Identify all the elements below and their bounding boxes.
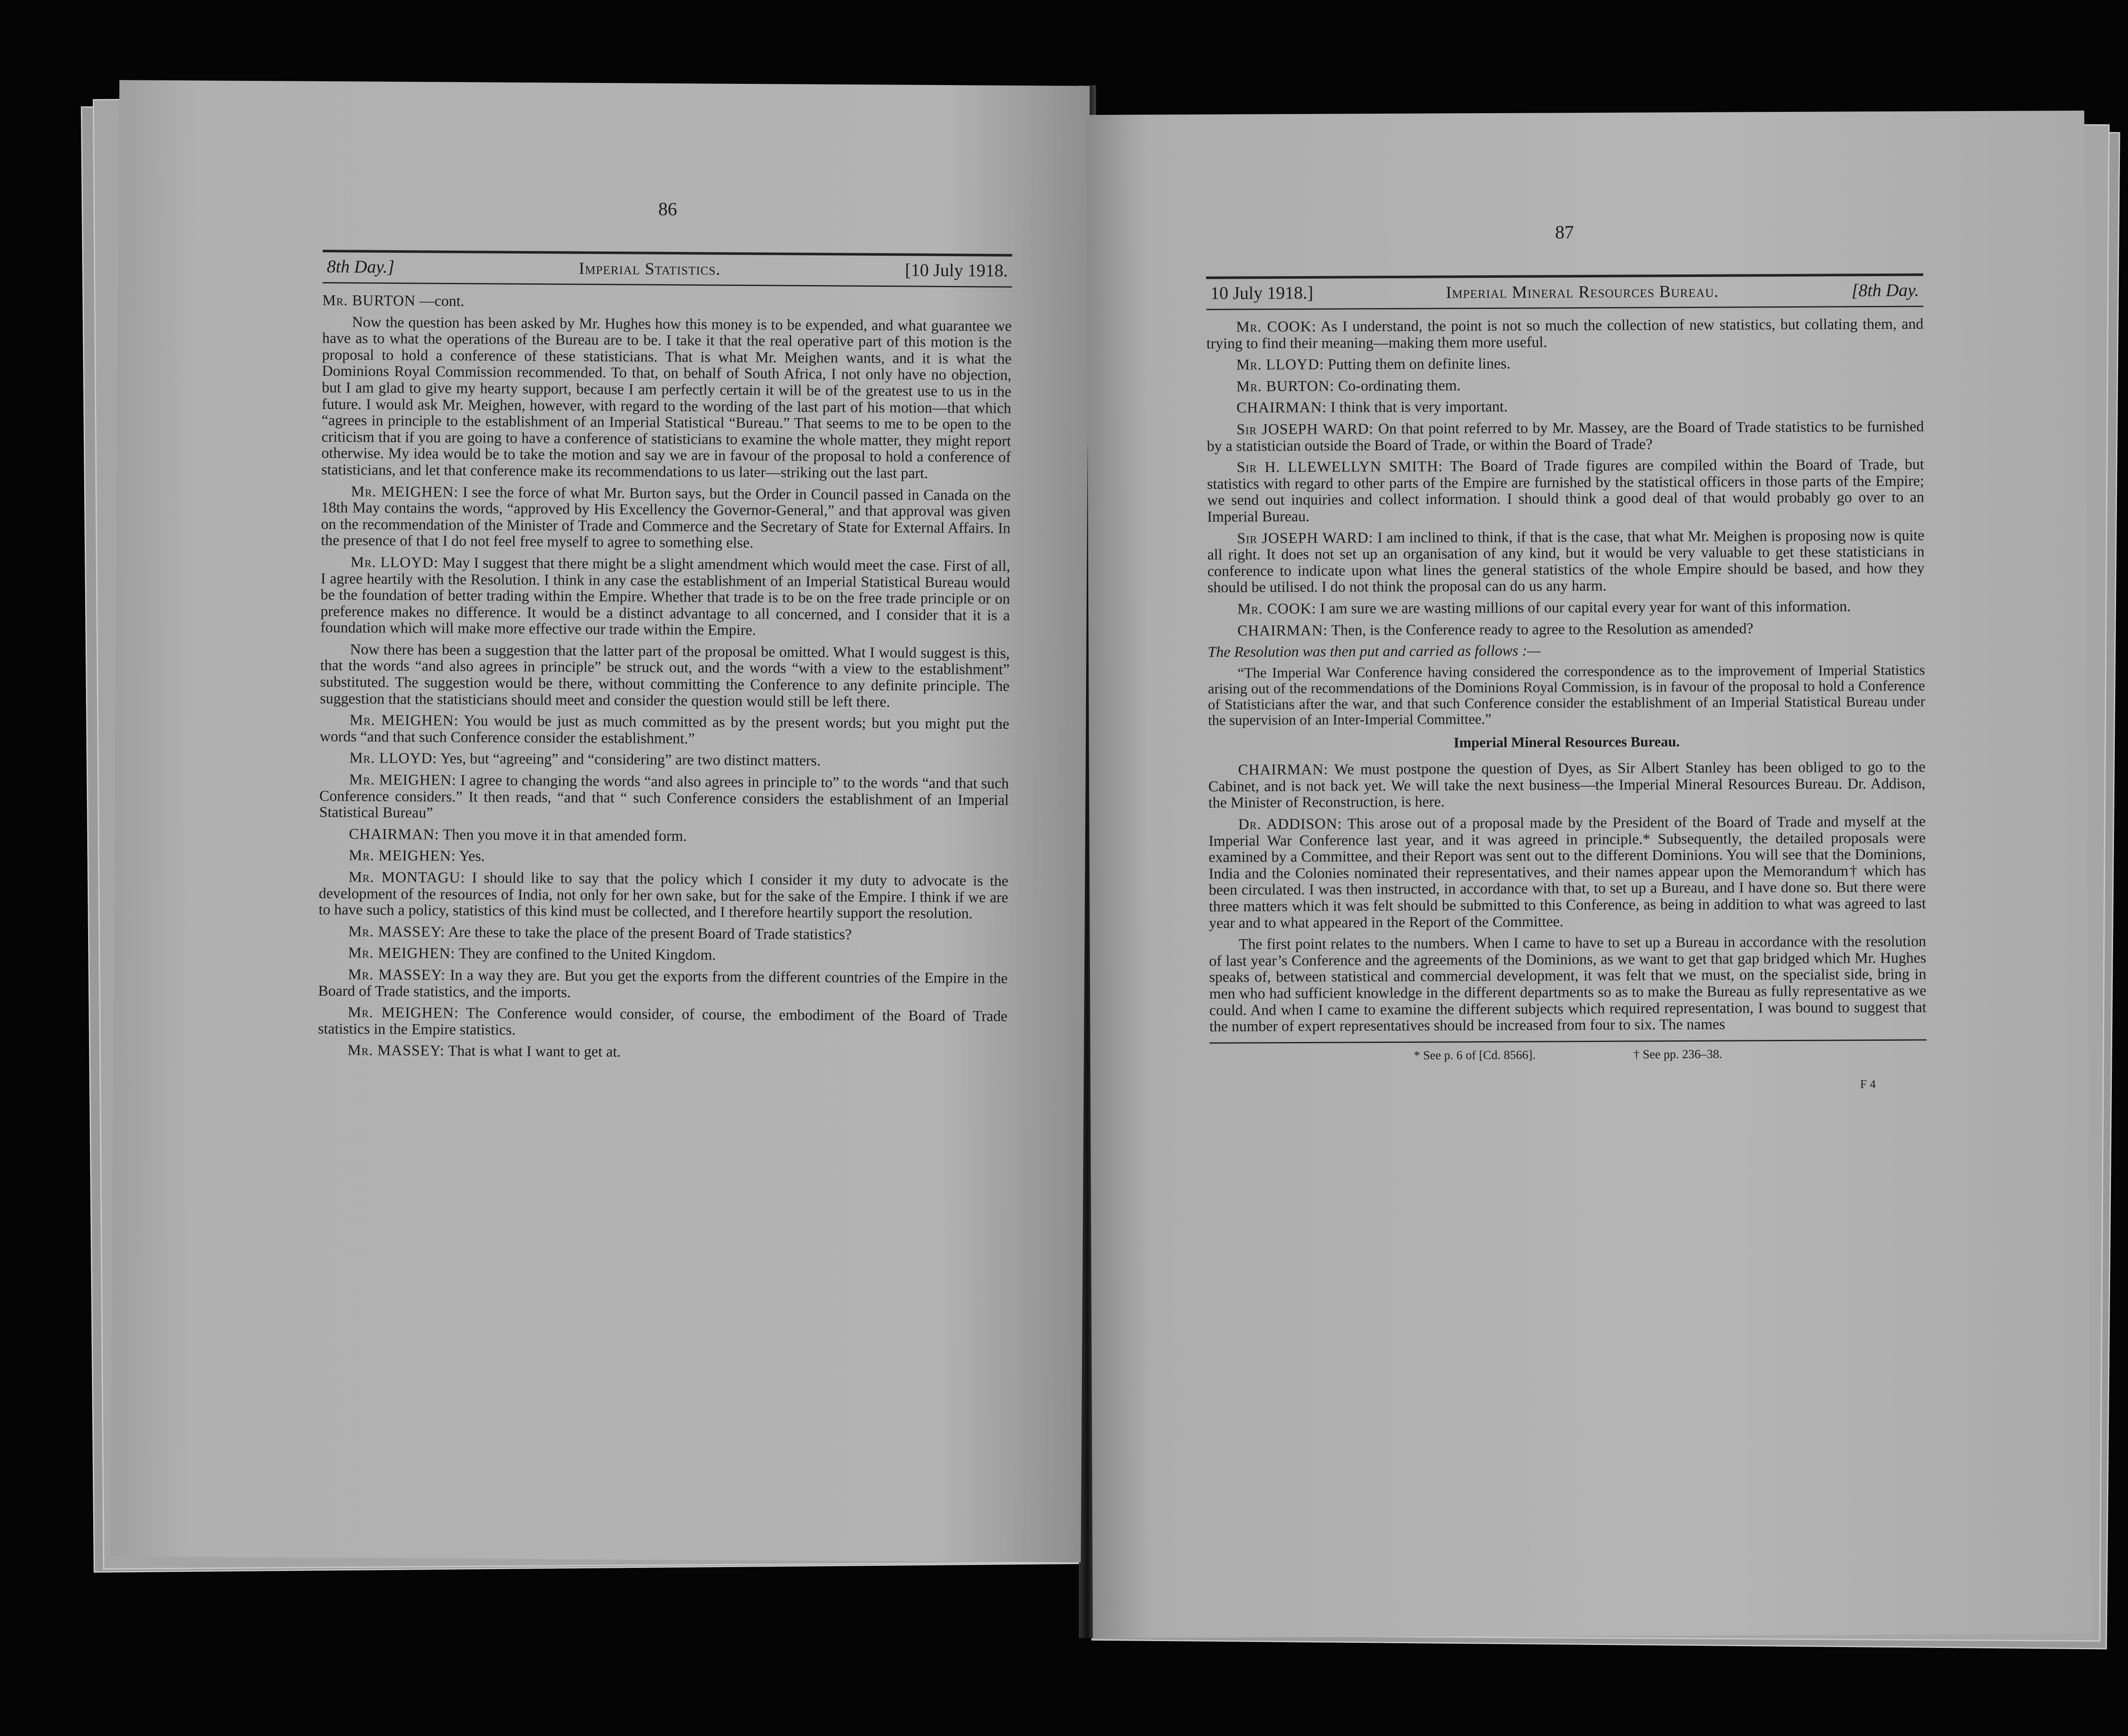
speaker-name: Mr. LLOYD: — [1236, 355, 1324, 373]
section-heading: Imperial Mineral Resources Bureau. — [1453, 734, 1680, 751]
speaker-name: Mr. COOK: — [1237, 600, 1316, 617]
speech-paragraph — [321, 483, 1011, 553]
speech-text: They are confined to the United Kingdom. — [458, 945, 716, 964]
speaker-name: Mr. MONTAGU: — [349, 868, 465, 886]
speech-text: On that point referred to by Mr. Massey, are the Board of Trade statistics to be furnished by a statistician outside the Board of Trade, or within the Board of Trade? — [1207, 417, 1924, 454]
speaker-name: CHAIRMAN: — [349, 825, 440, 843]
speech-text: I am sure we are wasting millions of our capital every year for want of this information. — [1320, 597, 1851, 617]
left-page-content — [318, 196, 1013, 1068]
speaker-name: Mr. BURTON — [322, 291, 416, 309]
speech-text: In a way they are. But you get the exports from the different countries of the Empire in the Board of Trade statistics, and the imports. — [318, 966, 1008, 1001]
running-head-title: Imperial Statistics. — [578, 258, 721, 279]
speech-text: I should like to say that the policy which I consider it my duty to advocate is the development of the resources of India, not only for her own sake, but for the sake of the Empire. I think if we are to have such a policy, statistics of this kind must be collected, and I therefore heartily support the resolution. — [318, 869, 1009, 922]
speech-text: Yes, but “agreeing” and “considering” are two distinct matters. — [440, 750, 821, 769]
speech-paragraph — [318, 1042, 1007, 1062]
speaker-name: Mr. MEIGHEN: — [349, 846, 456, 865]
speech-text: Putting them on definite lines. — [1327, 354, 1510, 373]
speaker-name: CHAIRMAN: — [1236, 399, 1327, 416]
speech-text: I agree to changing the words “and also agrees in principle to” to the words “and that such Conference considers.” It then reads, “and that “ such Conference considers the establishment of an Imperial Statistical Bureau” — [319, 771, 1009, 821]
speaker-name: Mr. LLOYD: — [349, 749, 438, 767]
resolution-text: “The Imperial War Conference having considered the correspondence as to the improvement of Imperial Statistics arising out of the recommendations of the Dominions Royal Commission, is in favour of the proposal to hold a Conference of Statisticians after the war, and that such Conference consider the establishment of an Imperial Statistical Bureau under the supervision of an Inter-Imperial Committee.” — [1208, 662, 1925, 728]
running-head-day: 8th Day.] — [326, 257, 395, 277]
speech-paragraph — [320, 749, 1009, 770]
speaker-name: Mr. BURTON: — [1236, 377, 1335, 395]
speech-paragraph — [322, 292, 1012, 312]
speech-text: —cont. — [419, 292, 465, 310]
footnote-divider — [1210, 1039, 1927, 1043]
speaker-name: CHAIRMAN: — [1237, 621, 1328, 639]
speech-text: The Board of Trade figures are compiled within the Board of Trade, but statistics with regard to other parts of the Empire are furnished by the statistical officers in those parts of the Empire; we send out inquiries and collect information. I should think a good deal of that would probably go over to an Imperial Bureau. — [1207, 455, 1925, 525]
speech-paragraph — [320, 711, 1009, 748]
resolution-intro: The Resolution was then put and carried as follows :— — [1207, 642, 1541, 660]
speech-paragraph — [320, 641, 1010, 711]
speech-text: I see the force of what Mr. Burton says, but the Order in Council passed in Canada on the 18th May contains the words, “approved by His Excellency the Governor-General,” and that approval was given on the recommendation of the Minister of Trade and Commerce and the Secretary of State for External Affairs. In the presence of that I do not feel free myself to agree to something else. — [320, 483, 1011, 551]
speech-text: Are these to take the place of the present Board of Trade statistics? — [448, 923, 852, 943]
speech-text: You would be just as much committed as by the present words; but you might put the words “and that such Conference consider the establishment.” — [320, 712, 1010, 747]
page-number: 87 — [1555, 222, 1574, 243]
speech-paragraph — [1207, 527, 1925, 596]
running-head-day: [8th Day. — [1851, 280, 1919, 301]
running-head-date: [10 July 1918. — [905, 260, 1008, 281]
speech-text: Now there has been a suggestion that the latter part of the proposal be omitted. What I would suggest is this, that the words “and also agrees in principle” be struck out, and the words “with a view to the establishment” substituted. The suggestion would be there, without committing the Conference to any definite principle. The suggestion that the statisticians should meet and consider the question would still be left there. — [320, 640, 1010, 710]
running-head-title: Imperial Mineral Resources Bureau. — [1446, 281, 1719, 302]
speech-paragraph — [318, 1004, 1007, 1041]
speech-text: That is what I want to get at. — [448, 1042, 621, 1060]
speaker-name: Sir JOSEPH WARD: — [1236, 420, 1374, 438]
speech-text: I am inclined to think, if that is the case, that what Mr. Meighen is proposing now is quite all right. It does not set up an organisation of any kind, but it would be very valuable to get these statisticians in conference to indicate upon what lines the general statistics of the whole Empire should be based, and how they should be utilised. I do not think the proposal can do us any harm. — [1207, 526, 1925, 596]
speech-paragraph — [318, 923, 1008, 943]
speaker-name: Mr. MASSEY: — [347, 1041, 445, 1059]
speech-paragraph — [319, 868, 1009, 922]
speaker-name: Mr. COOK: — [1236, 317, 1316, 335]
signature-mark: F 4 — [1860, 1077, 1876, 1091]
speech-text: As I understand, the point is not so much the collection of new statistics, but collating them, and trying to find their meaning—making them more useful. — [1206, 315, 1924, 352]
right-page-body — [1206, 316, 1926, 1035]
page-number: 86 — [658, 198, 677, 220]
speech-paragraph — [1207, 597, 1925, 617]
speech-paragraph — [319, 825, 1009, 846]
speech-text: We must postpone the question of Dyes, as Sir Albert Stanley has been obliged to go to the Cabinet, and is not back yet. We will take the next business—the Imperial Mineral Resources Bureau. Dr. Addison, the Minister of Reconstruction, is here. — [1208, 758, 1926, 811]
speech-paragraph — [1209, 933, 1927, 1035]
speech-paragraph — [1208, 759, 1925, 811]
running-head — [1206, 274, 1923, 310]
speaker-name: Sir JOSEPH WARD: — [1237, 528, 1373, 547]
speech-paragraph — [1206, 316, 1923, 352]
speaker-name: CHAIRMAN: — [1238, 760, 1329, 778]
speech-text: This arose out of a proposal made by the President of the Board of Trade and myself at the Imperial War Conference last year, and it was agreed in principle.* Subsequently, the detailed proposals were examined by a Committee, and their Report was sent out to the different Dominions. You will see that the Dominions, India and the Colonies nominated their representatives, and their names appear upon the Memorandum† which has been circulated. I was then instructed, in accordance with that, to set up a Bureau, and I have done so. But there were three matters which it was felt should be submitted to this Conference, as being in addition to what was agreed to last year and to what appeared in the Report of the Committee. — [1208, 812, 1926, 931]
speaker-name: Sir H. LLEWELLYN SMITH: — [1236, 457, 1443, 476]
right-page — [1086, 111, 2091, 1638]
left-page — [110, 80, 1090, 1562]
speech-paragraph — [319, 847, 1008, 867]
speech-paragraph — [1207, 418, 1924, 454]
speaker-name: Mr. MEIGHEN: — [348, 944, 455, 962]
speech-paragraph — [1207, 619, 1925, 639]
left-page-body — [318, 292, 1012, 1062]
running-head-date: 10 July 1918.] — [1210, 283, 1313, 303]
speech-paragraph — [1207, 397, 1924, 416]
speech-paragraph — [321, 314, 1012, 482]
speech-paragraph — [318, 944, 1008, 965]
footnotes — [1210, 1046, 1927, 1063]
speech-text: I think that is very important. — [1330, 398, 1508, 416]
speaker-name: Mr. MEIGHEN: — [348, 1003, 459, 1022]
speech-text: Yes. — [459, 847, 485, 865]
speaker-name: Mr. MEIGHEN: — [351, 482, 459, 500]
right-page-content — [1206, 220, 1927, 1094]
speaker-name: Mr. LLOYD: — [350, 553, 439, 571]
speech-paragraph — [320, 554, 1010, 640]
speech-paragraph — [1207, 375, 1924, 394]
speeches-after-heading — [1208, 759, 1927, 1035]
speech-text: The Conference would consider, of course, the embodiment of the Board of Trade statistics in the Empire statistics. — [317, 1004, 1008, 1038]
speaker-name: Mr. MEIGHEN: — [349, 771, 457, 788]
speech-text: Then, is the Conference ready to agree to the Resolution as amended? — [1331, 619, 1753, 639]
running-head — [323, 250, 1012, 288]
speech-paragraph — [1207, 456, 1925, 525]
speech-text: Now the question has been asked by Mr. Hughes how this money is to be expended, and what guarantee we have as to what the operations of the Bureau are to be. I take it that the real operative part of this motion is the proposal to hold a conference of these statisticians. That is what Mr. Meighen wants, and it is what the Dominions Royal Commission recommended. To that, on behalf of South Africa, I not only have no objection, but I am glad to give my hearty support, because I am perfectly certain it will be of the greatest use to us in the future. I would ask Mr. Meighen, however, with regard to the wording of the last part of his motion—that which “agrees in principle to the establishment of an Imperial Statistical “Bureau.” That seems to me to be open to the criticism that if you are going to have a conference of statisticians to examine the whole matter, they might report otherwise. My idea would be to take the motion and say we are in favour of the proposal to hold a conference of statisticians, and let that conference make its recommendations to us later—striking out the last part. — [321, 313, 1012, 482]
speeches-before-resolution — [1206, 316, 1925, 639]
speech-text: May I suggest that there might be a slight amendment which would meet the case. First of all, I agree heartily with the Resolution. I think in any case the establishment of an Imperial Statistical Bureau would be the foundation of better trading within the Empire. Whether that trade is to be on the free trade principle or on preference makes no difference. It would be a distinct advantage to all concerned, and I consider that it is a foundation which will make more effective our trade within the Empire. — [320, 554, 1010, 639]
speaker-name: Mr. MASSEY: — [348, 922, 446, 940]
speech-paragraph — [319, 771, 1009, 825]
speaker-name: Dr. ADDISON: — [1238, 815, 1342, 833]
speaker-name: Mr. MEIGHEN: — [349, 711, 459, 729]
footnote: † See pp. 236–38. — [1633, 1047, 1722, 1062]
speech-text: The first point relates to the numbers. When I came to have to set up a Bureau in accordance with the resolution of last year’s Conference and the agreements of the Dominions, as we want to get that gap bridged which Mr. Hughes speaks of, between statistical and commercial development, it was felt that we must, on the specialist side, bring in men who had sufficient knowledge in the different departments so as to make the Bureau as fully representative as we could. And when I came to examine the different subjects which required representation, I was bound to suggest that the number of expert representatives should be increased from four to six. The names — [1209, 932, 1927, 1035]
speech-text: Then you move it in that amended form. — [443, 825, 687, 845]
speech-paragraph — [1207, 354, 1924, 373]
footnote: * See p. 6 of [Cd. 8566]. — [1414, 1048, 1536, 1062]
speech-text: Co-ordinating them. — [1338, 377, 1461, 394]
speech-paragraph — [1208, 813, 1926, 931]
speaker-name: Mr. MASSEY: — [348, 965, 446, 983]
speech-paragraph — [318, 966, 1007, 1003]
